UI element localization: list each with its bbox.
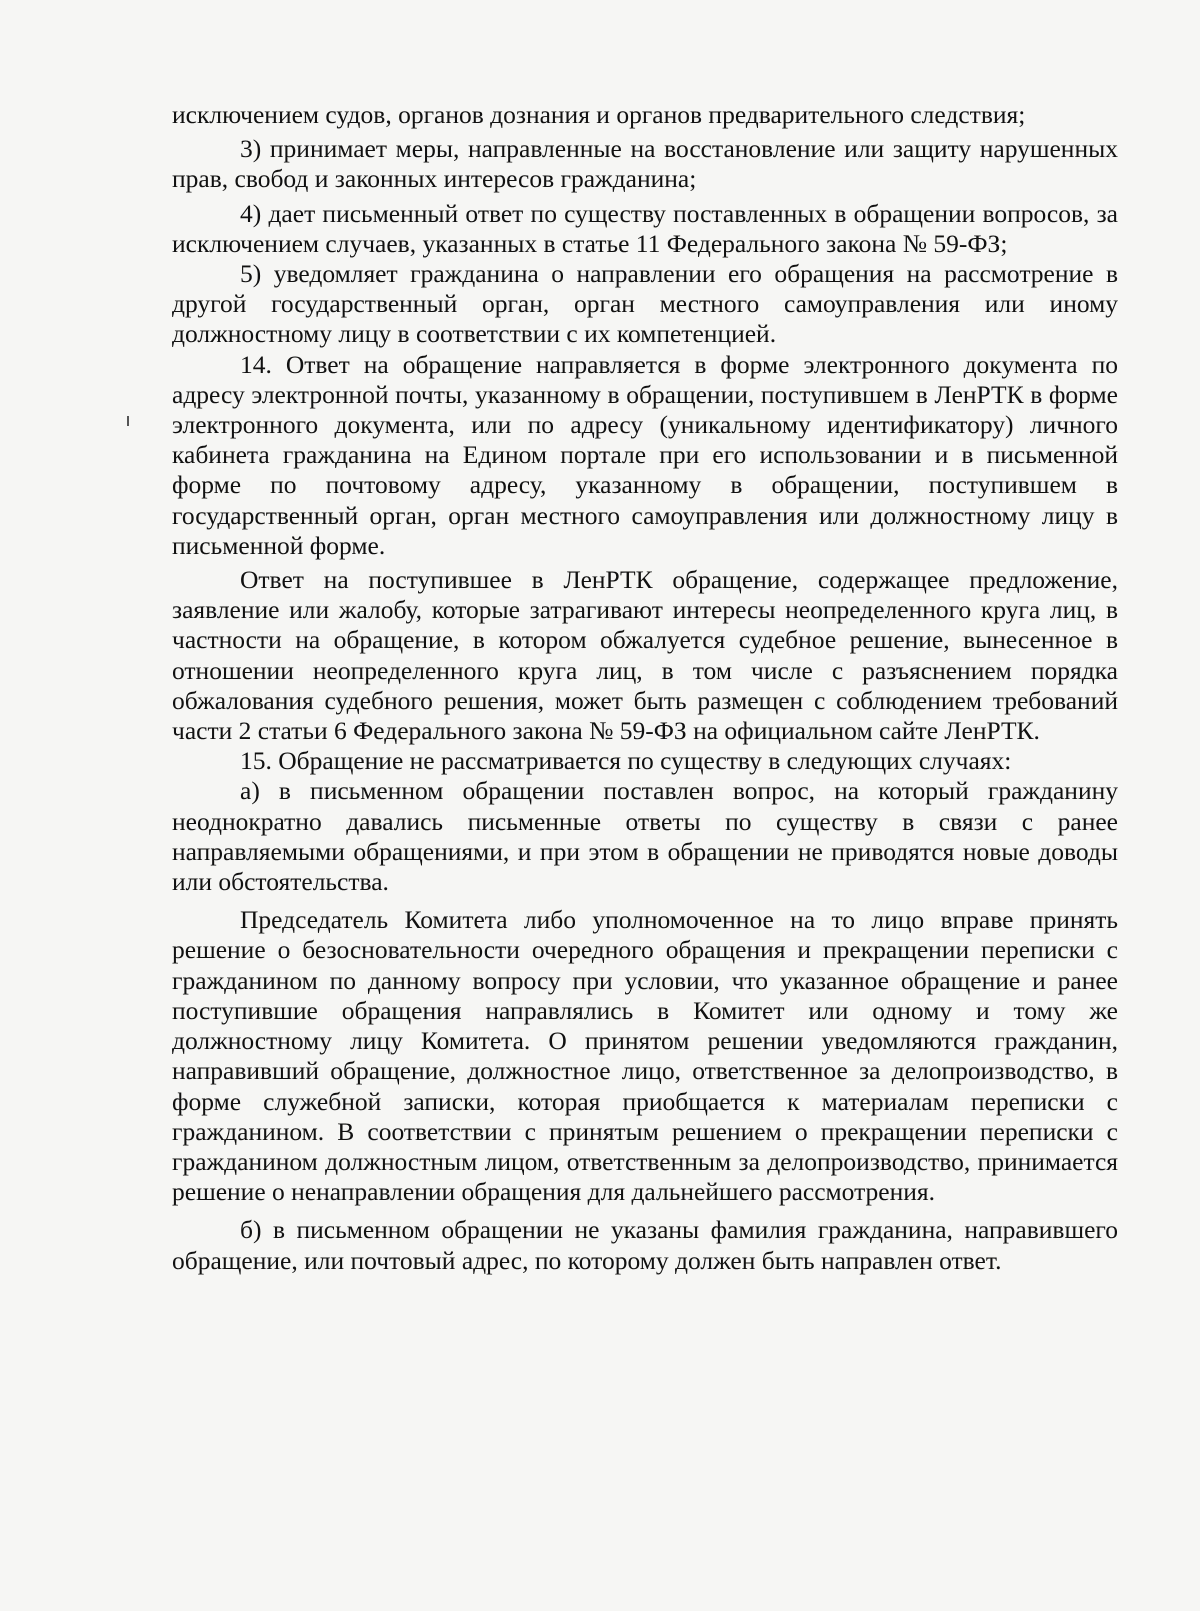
paragraph-15-a: а) в письменном обращении поставлен вопрос, на который гражданину неоднократно давались письменные ответы по существу в связи с ранее направляемыми обращениями, и при этом в обращении не приводятся новые доводы или обстоятельства. xyxy=(172,776,1118,897)
paragraph-chairman-decision: Председатель Комитета либо уполномоченное на то лицо вправе принять решение о безосновательности очередного обращения и прекращении переписки с гражданином по данному вопросу при условии, что указанное обращение и ранее поступившие обращения направлялись в Комитет или одному и тому же должностному лицу Комитета. О принятом решении уведомляются гражданин, направивший обращение, должностное лицо, ответственное за делопроизводство, в форме служебной записки, которая приобщается к материалам переписки с гражданином. В соответствии с принятым решением о прекращении переписки с гражданином должностным лицом, ответственным за делопроизводство, принимается решение о ненаправлении обращения для дальнейшего рассмотрения. xyxy=(172,905,1118,1207)
paragraph-14-answer: Ответ на поступившее в ЛенРТК обращение, содержащее предложение, заявление или жалобу, которые затрагивают интересы неопределенного круга лиц, в частности на обращение, в котором обжалуется судебное решение, вынесенное в отношении неопределенного круга лиц, в том числе с разъяснением порядка обжалования судебного решения, может быть размещен с соблюдением требований части 2 статьи 6 Федерального закона № 59-ФЗ на официальном сайте ЛенРТК. xyxy=(172,565,1118,746)
scan-artifact-mark xyxy=(127,416,129,426)
document-text-body xyxy=(172,100,1118,1276)
paragraph-item-3: 3) принимает меры, направленные на восстановление или защиту нарушенных прав, свобод и законных интересов гражданина; xyxy=(172,134,1118,194)
paragraph-14: 14. Ответ на обращение направляется в форме электронного документа по адресу электронной почты, указанному в обращении, поступившем в ЛенРТК в форме электронного документа, или по адресу (уникальному идентификатору) личного кабинета гражданина на Едином портале при его использовании и в письменной форме по почтовому адресу, указанному в обращении, поступившем в государственный орган, орган местного самоуправления или должностному лицу в письменной форме. xyxy=(172,349,1118,560)
paragraph-15: 15. Обращение не рассматривается по существу в следующих случаях: xyxy=(240,746,1012,776)
paragraph-15-b: б) в письменном обращении не указаны фамилия гражданина, направившего обращение, или почтовый адрес, по которому должен быть направлен ответ. xyxy=(172,1215,1118,1275)
paragraph-item-5: 5) уведомляет гражданина о направлении его обращения на рассмотрение в другой государственный орган, орган местного самоуправления или иному должностному лицу в соответствии с их компетенцией. xyxy=(172,259,1118,349)
paragraph-continuation: исключением судов, органов дознания и органов предварительного следствия; xyxy=(172,100,1026,129)
paragraph-item-4: 4) дает письменный ответ по существу поставленных в обращении вопросов, за исключением случаев, указанных в статье 11 Федерального закона № 59-ФЗ; xyxy=(172,198,1118,258)
